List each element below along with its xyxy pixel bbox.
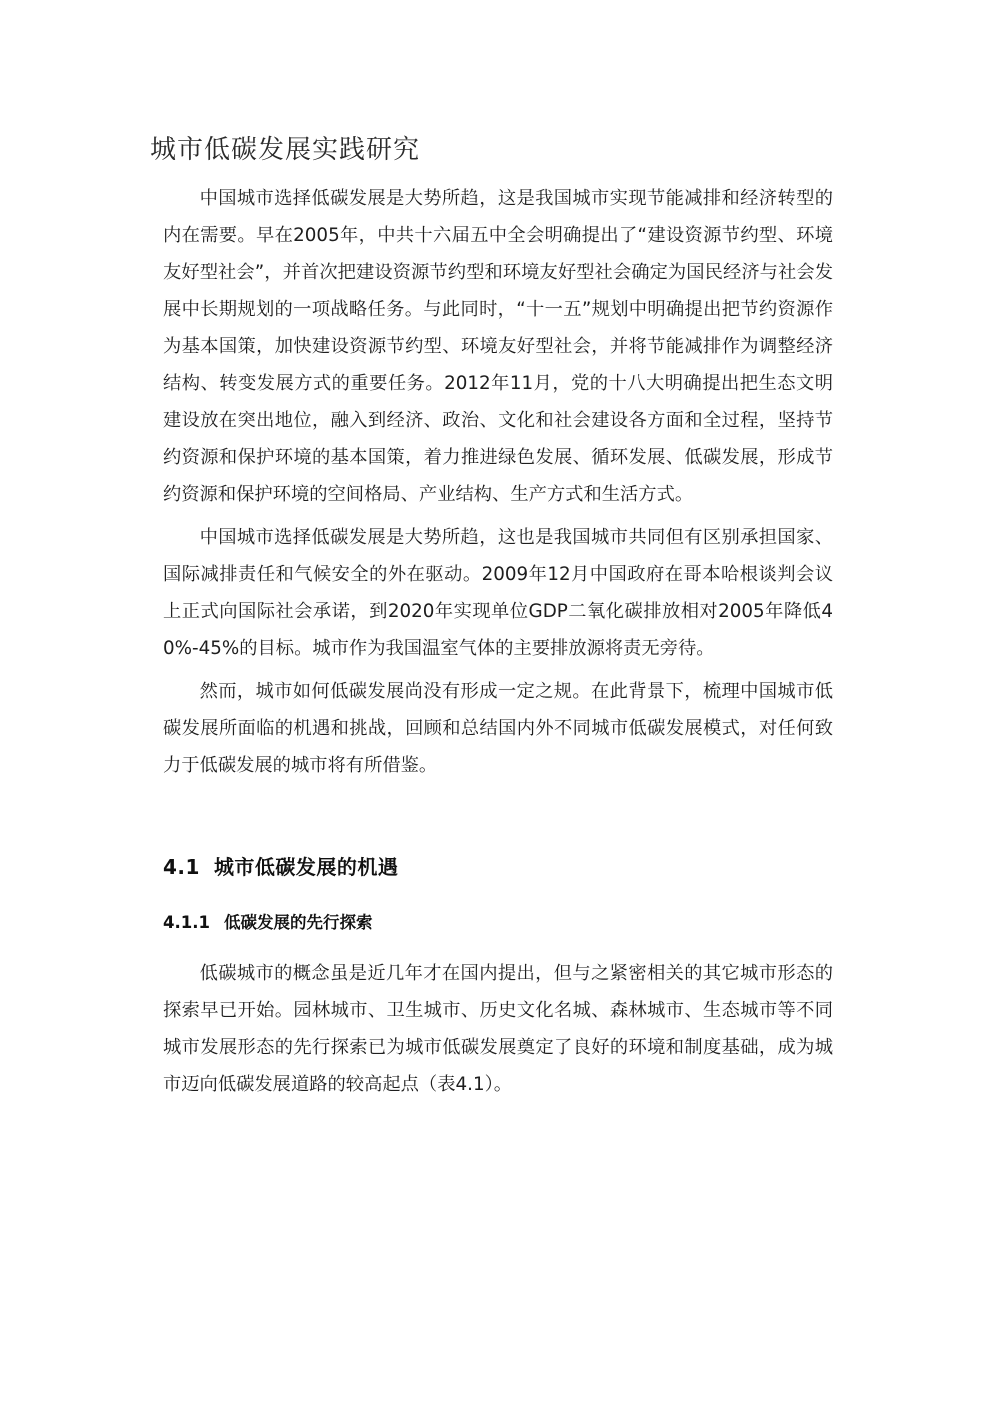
subsection-text-block <box>163 955 833 1103</box>
section-heading <box>163 850 398 884</box>
subsection-heading <box>163 908 372 938</box>
section-number: 4.1 <box>163 855 200 879</box>
subsection-paragraph-1: 低碳城市的概念虽是近几年才在国内提出，但与之紧密相关的其它城市形态的探索早已开始。园林城市、卫生城市、历史文化名城、森林城市、生态城市等不同城市发展形态的先行探索已为城市低碳发展奠定了良好的环境和制度基础，成为城市迈向低碳发展道路的较高起点（表4.1）。 <box>163 963 833 1095</box>
intro-text-block <box>163 180 833 784</box>
subsection-number: 4.1.1 <box>163 913 210 932</box>
running-head: 城市低碳发展实践研究 <box>150 135 421 165</box>
section-title: 城市低碳发展的机遇 <box>213 855 399 879</box>
intro-paragraph-2: 中国城市选择低碳发展是大势所趋，这也是我国城市共同但有区别承担国家、国际减排责任和气候安全的外在驱动。2009年12月中国政府在哥本哈根谈判会议上正式向国际社会承诺，到2020年实现单位GDP二氧化碳排放相对2005年降低40%-45%的目标。城市作为我国温室气体的主要排放源将责无旁待。 <box>163 527 833 659</box>
subsection-title: 低碳发展的先行探索 <box>223 913 373 932</box>
intro-paragraph-3: 然而，城市如何低碳发展尚没有形成一定之规。在此背景下，梳理中国城市低碳发展所面临的机遇和挑战，回顾和总结国内外不同城市低碳发展模式，对任何致力于低碳发展的城市将有所借鉴。 <box>163 681 833 776</box>
intro-paragraph-1: 中国城市选择低碳发展是大势所趋，这是我国城市实现节能减排和经济转型的内在需要。早在2005年，中共十六届五中全会明确提出了“建设资源节约型、环境友好型社会”，并首次把建设资源节约型和环境友好型社会确定为国民经济与社会发展中长期规划的一项战略任务。与此同时，“十一五”规划中明确提出把节约资源作为基本国策，加快建设资源节约型、环境友好型社会，并将节能减排作为调整经济结构、转变发展方式的重要任务。2012年11月，党的十八大明确提出把生态文明建设放在突出地位，融入到经济、政治、文化和社会建设各方面和全过程，坚持节约资源和保护环境的基本国策，着力推进绿色发展、循环发展、低碳发展，形成节约资源和保护环境的空间格局、产业结构、生产方式和生活方式。 <box>163 188 833 505</box>
